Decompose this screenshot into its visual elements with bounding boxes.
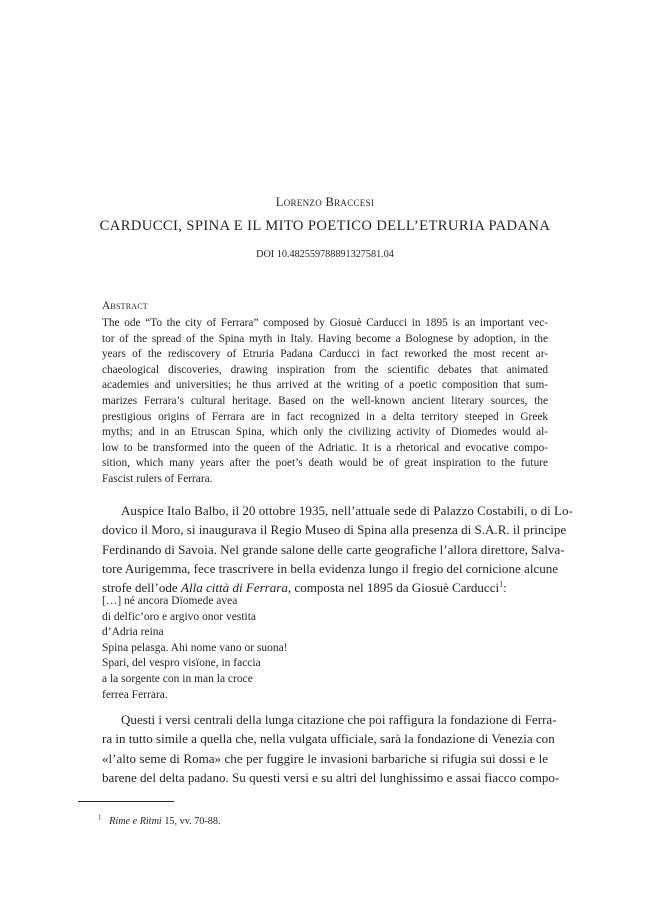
paragraph-line: Ferdinando di Savoia. Nel grande salone delle carte geografiche l’allora direttore, Salva- <box>102 541 565 557</box>
abstract-line: low to be transformed into the queen of the Adriatic. It is a rhetorical and evocative compo- <box>102 441 548 454</box>
footnote-text: 15, vv. 70-88. <box>161 816 221 827</box>
footnote-source-title: Rime e Ritmi <box>109 816 162 827</box>
paragraph-line: barene del delta padano. Su questi versi e su altri del lunghissimo e assai fiacco compo- <box>102 769 560 785</box>
author-name <box>0 195 650 210</box>
paragraph-line: tore Aurigemma, fece trascrivere in bella evidenza lungo il fregio del cornicione alcune <box>102 560 559 576</box>
poem-line: di delfic’oro e argivo onor vestita <box>102 610 257 623</box>
paragraph-line: dovico il Moro, si inaugurava il Regio Museo di Spina alla presenza di S.A.R. il principe <box>102 522 567 538</box>
poem-line: a la sorgente con in man la croce <box>102 672 253 685</box>
abstract-text <box>102 316 548 488</box>
body-paragraph-1 <box>102 501 573 597</box>
poem-quotation <box>102 594 288 703</box>
doi: DOI 10.482559788891327581.04 <box>256 249 394 260</box>
abstract-line: prestigious origins of Ferrara are in fact recognized in a delta territory steeped in Greek <box>102 410 548 423</box>
paragraph-text: , composta nel 1895 da Giosuè Carducci <box>287 580 500 596</box>
paper-title: CARDUCCI, SPINA E IL MITO POETICO DELL’ETRURIA PADANA <box>99 218 551 234</box>
footnote-reference[interactable]: 1 <box>499 579 504 589</box>
paragraph-line: «l’alto seme di Roma» che per fuggire le invasioni barbariche si rifugia sui dossi e le <box>102 750 548 766</box>
abstract-line: sition, which many years after the poet’s death would be of great inspiration to the future <box>102 457 548 470</box>
poem-line: ferrea Ferrara. <box>102 688 168 701</box>
poem-line: Spina pelasga. Ahi nome vano or suona! <box>102 641 288 654</box>
ode-title: Alla città di Ferrara <box>180 580 288 596</box>
footnote-number: 1 <box>98 813 102 822</box>
poem-line: Spari, del vespro visïone, in faccia <box>102 657 261 670</box>
abstract-line: academies and universities; he thus arrived at the writing of a poetic composition that sum- <box>102 379 548 392</box>
abstract-line: marizes Ferrara’s cultural heritage. Based on the well-known ancient literary sources, the <box>102 394 548 407</box>
poem-line: […] né ancora Dïomede avea <box>102 595 238 607</box>
paragraph-line: ra in tutto simile a quella che, nella vulgata ufficiale, sarà la fondazione di Venezia con <box>102 731 555 747</box>
author-given-name: Lorenzo <box>275 195 323 209</box>
body-paragraph-2 <box>102 710 560 787</box>
author-family-name: Braccesi <box>325 195 375 209</box>
abstract-line: Fascist rulers of Ferrara. <box>102 472 213 485</box>
abstract-line: chaeological discoveries, drawing inspiration from the scientific debates that animated <box>102 363 548 376</box>
abstract-line: tor of the spread of the Spina myth in Italy. Having become a Bolognese by adoption, in the <box>102 332 548 345</box>
paragraph-text: : <box>503 580 507 596</box>
paragraph-line: Questi i versi centrali della lunga citazione che poi raffigura la fondazione di Ferra- <box>121 712 557 727</box>
footnote <box>98 813 221 827</box>
poem-line: d’Adria reina <box>102 626 164 639</box>
paragraph-text: strofe dell’ode <box>102 580 181 596</box>
abstract-line: The ode “To the city of Ferrara” composed by Giosuè Carducci in 1895 is an important vec- <box>102 317 548 329</box>
abstract-line: years of the rediscovery of Etruria Padana Carducci in fact reworked the most recent ar- <box>102 348 548 361</box>
abstract-line: myths; and in an Etruscan Spina, which only the civilizing activity of Diomedes would al- <box>102 426 548 439</box>
paragraph-line: Auspice Italo Balbo, il 20 ottobre 1935, nell’attuale sede di Palazzo Costabili, o di Lo- <box>121 503 573 518</box>
footnote-divider <box>78 801 174 802</box>
abstract-heading: Abstract <box>102 300 148 312</box>
